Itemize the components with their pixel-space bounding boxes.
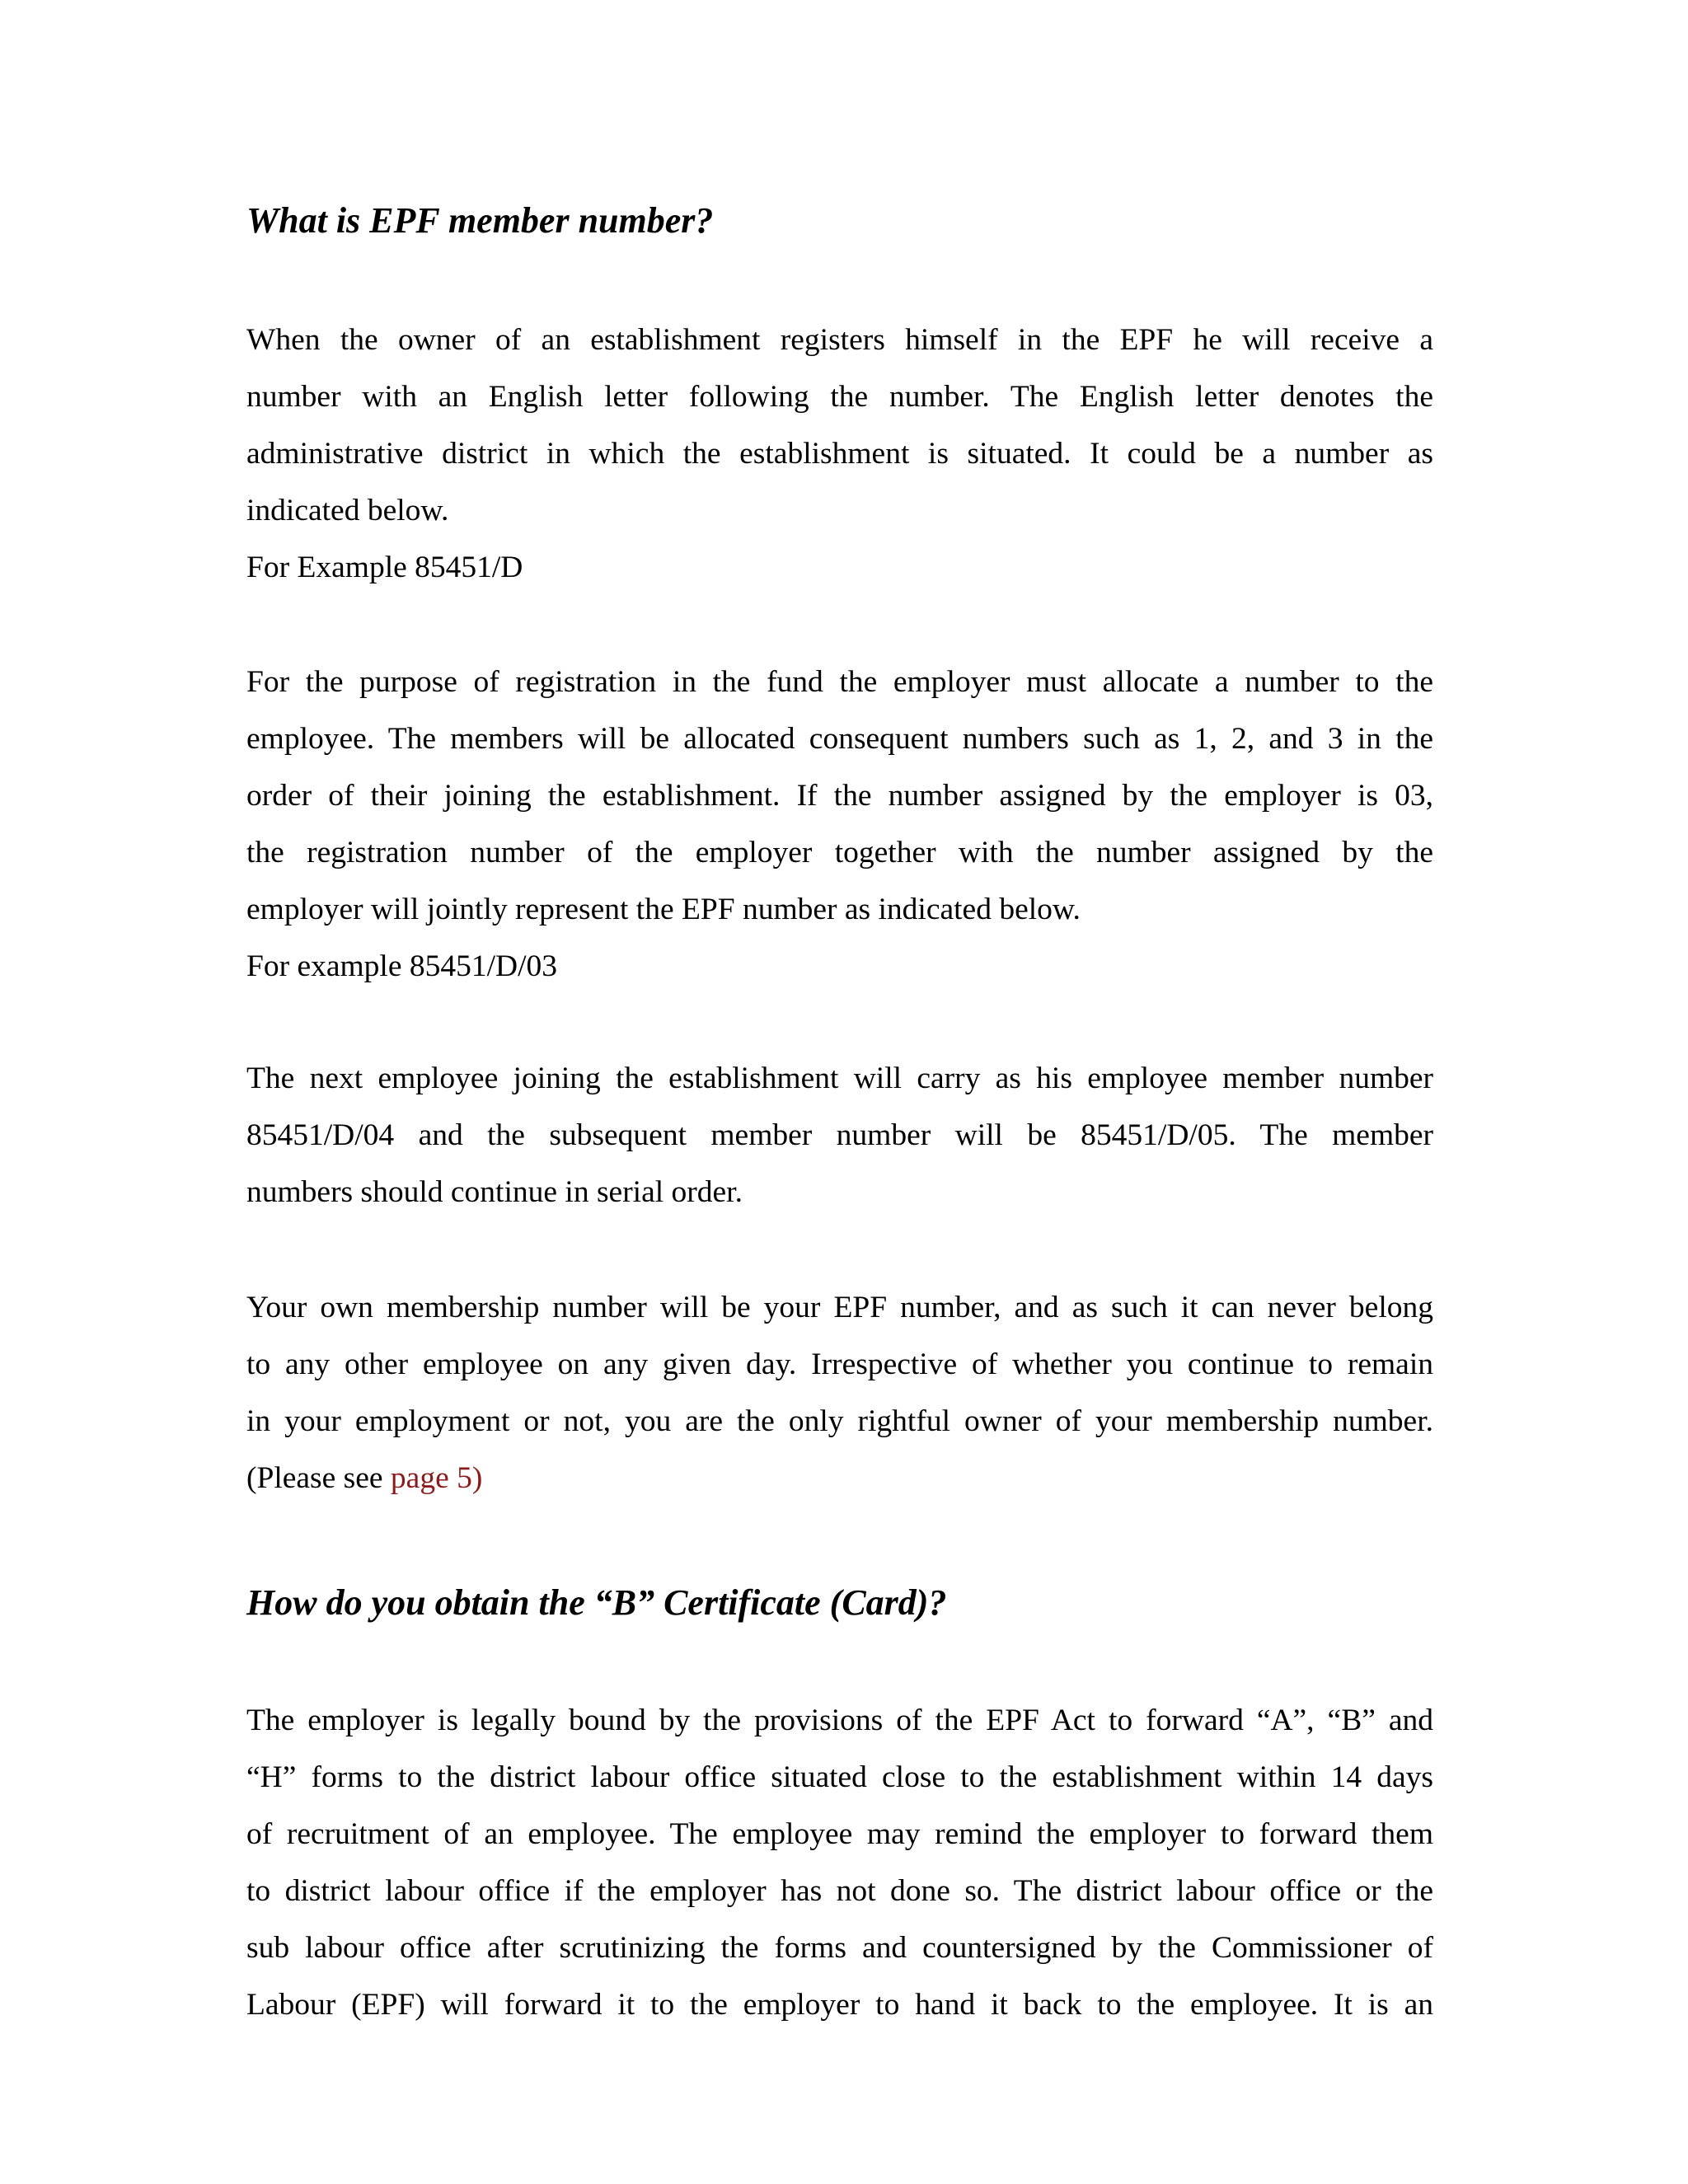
example-number: For example 85451/D/03 xyxy=(246,949,558,983)
text-line: “H” forms to the district labour office situated close to the establishment within 14 days xyxy=(246,1760,1433,1794)
text-line: number with an English letter following the number. The English letter denotes the xyxy=(246,380,1433,414)
text-line xyxy=(246,1450,1433,1507)
paragraph-obtain-b-certificate xyxy=(246,1692,1433,2033)
paragraph-own-membership-number xyxy=(246,1279,1433,1507)
text-line: administrative district in which the establishment is situated. It could be a number as xyxy=(246,437,1433,471)
paragraph-epf-registration xyxy=(246,312,1433,596)
text-line: in your employment or not, you are the only rightful owner of your membership number. xyxy=(246,1404,1433,1438)
document-page xyxy=(246,0,1433,2184)
paragraph-serial-order xyxy=(246,1050,1433,1221)
text-line: employer will jointly represent the EPF number as indicated below. xyxy=(246,893,1081,926)
section-heading-b-certificate: How do you obtain the “B” Certificate (Card)? xyxy=(246,1582,947,1623)
section-heading-epf-member-number: What is EPF member number? xyxy=(246,200,714,241)
page-5-link[interactable]: page 5) xyxy=(390,1461,483,1495)
text-line: The employer is legally bound by the provisions of the EPF Act to forward “A”, “B” and xyxy=(246,1704,1433,1737)
text-line: 85451/D/04 and the subsequent member number will be 85451/D/05. The member xyxy=(246,1118,1433,1152)
text-line: the registration number of the employer together with the number assigned by the xyxy=(246,836,1433,869)
text-line: sub labour office after scrutinizing the forms and countersigned by the Commissioner of xyxy=(246,1931,1433,1965)
text-line: indicated below. xyxy=(246,494,449,527)
text-line: to any other employee on any given day. Irrespective of whether you continue to remain xyxy=(246,1347,1433,1381)
paragraph-employee-number-allocation xyxy=(246,654,1433,995)
text-line: numbers should continue in serial order. xyxy=(246,1175,743,1209)
text-line: For the purpose of registration in the fund the employer must allocate a number to the xyxy=(246,665,1433,699)
example-number: For Example 85451/D xyxy=(246,551,523,584)
text-line: When the owner of an establishment registers himself in the EPF he will receive a xyxy=(246,323,1433,357)
text-line: order of their joining the establishment. If the number assigned by the employer is 03, xyxy=(246,779,1433,813)
text-line: of recruitment of an employee. The employee may remind the employer to forward them xyxy=(246,1817,1433,1851)
text-line: to district labour office if the employer has not done so. The district labour office or the xyxy=(246,1874,1433,1908)
text-line: employee. The members will be allocated consequent numbers such as 1, 2, and 3 in the xyxy=(246,722,1433,756)
see-page-prefix: (Please see xyxy=(246,1461,391,1495)
text-line: Your own membership number will be your EPF number, and as such it can never belong xyxy=(246,1291,1433,1324)
text-line: Labour (EPF) will forward it to the employer to hand it back to the employee. It is an xyxy=(246,1988,1433,2022)
text-line: The next employee joining the establishment will carry as his employee member number xyxy=(246,1062,1433,1095)
